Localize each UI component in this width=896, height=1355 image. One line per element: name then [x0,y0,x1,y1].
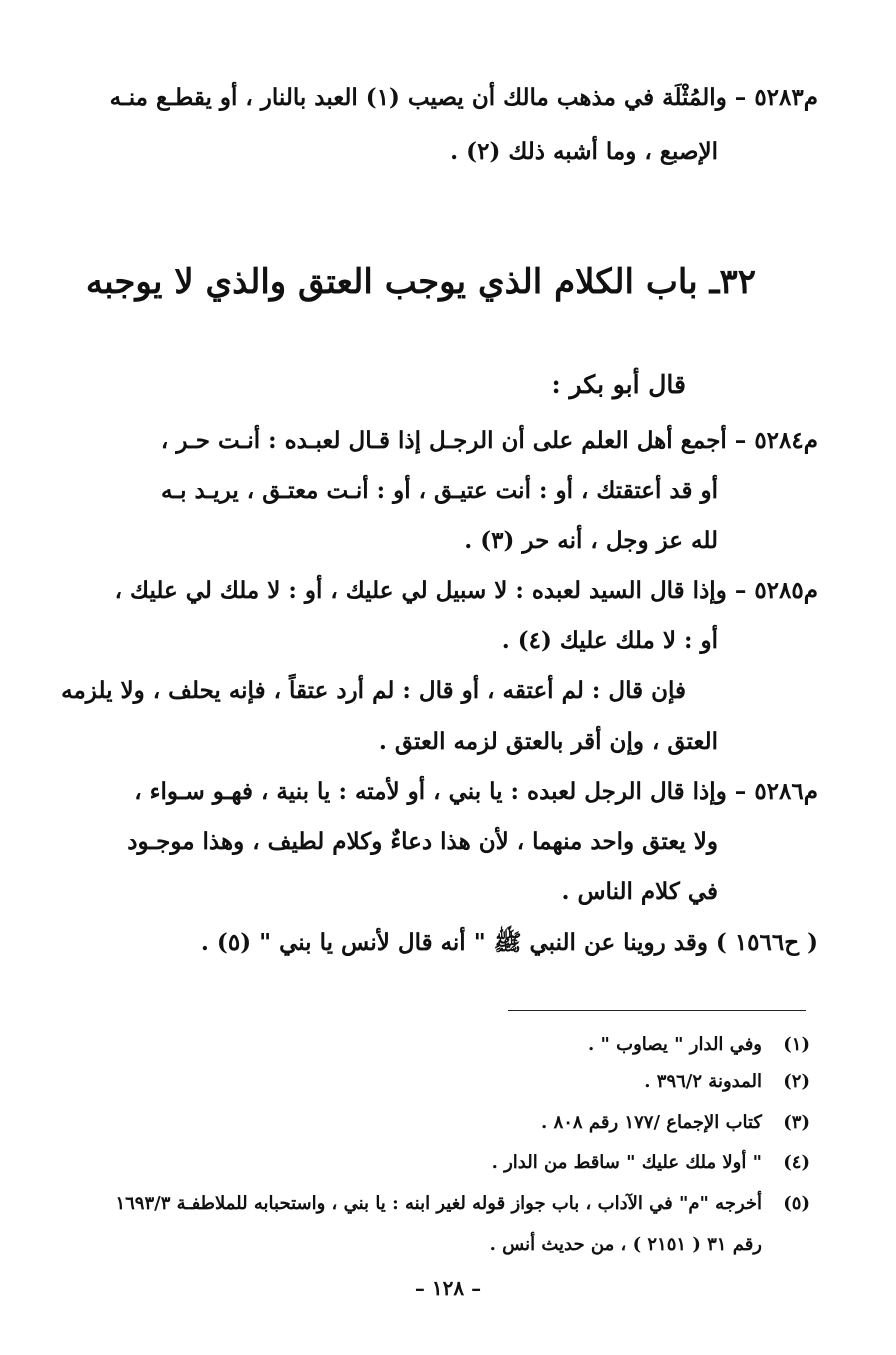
footnote-1 [588,1034,810,1055]
paragraph-5284-line-3: لله عز وجل ، أنه حر (٣) . [464,527,718,554]
footnote-5 [115,1193,810,1214]
footnote-text: " أولا ملك عليك " ساقط من الدار . [491,1152,762,1173]
hadith-1566: ( ح١٥٦٦ ) وقد روينا عن النبي ﷺ " أنه قال لأنس يا بني " (٥) . [200,929,818,956]
footnote-number: (١) [783,1034,810,1055]
footnote-text: المدونة ٣٩٦/٢ . [644,1071,762,1092]
paragraph-5286-line-3: في كلام الناس . [561,878,718,905]
footnote-text: كتاب الإجماع /١٧٧ رقم ٨٠٨ . [541,1112,762,1133]
paragraph-5285-line-2: أو : لا ملك عليك (٤) . [501,627,718,654]
footnote-number: (٥) [783,1193,810,1214]
paragraph-5283-line-1: م٥٢٨٣ – والمُثْلَة في مذهب مالك أن يصيب (١) العبد بالنار ، أو يقطـع منـه [109,84,818,111]
footnote-number: (٣) [783,1112,810,1133]
footnote-number: (٤) [783,1152,810,1173]
footnote-4 [492,1152,810,1173]
paragraph-5283-line-2: الإصبع ، وما أشبه ذلك (٢) . [450,138,718,165]
paragraph-5284-line-1: م٥٢٨٤ – أجمع أهل العلم على أن الرجـل إذا قـال لعبـده : أنـت حـر ، [160,427,818,454]
paragraph-continuation-line-1: فإن قال : لم أعتقه ، أو قال : لم أرد عتقاً ، فإنه يحلف ، ولا يلزمه [61,677,686,704]
footnote-number: (٢) [783,1071,810,1092]
footnote-2 [644,1071,810,1092]
chapter-heading: ٣٢ـ باب الكلام الذي يوجب العتق والذي لا يوجبه [85,262,756,302]
paragraph-5286-line-2: ولا يعتق واحد منهما ، لأن هذا دعاءٌ وكلام لطيف ، وهذا موجـود [127,828,718,855]
footnote-5-continuation: رقم ٣١ ( ٢١٥١ ) ، من حديث أنس . [489,1234,762,1255]
footnote-divider [508,1010,806,1011]
paragraph-5284-line-2: أو قد أعتقتك ، أو : أنت عتيـق ، أو : أنـت معتـق ، يريـد بـه [161,477,718,504]
paragraph-5285-line-1: م٥٢٨٥ – وإذا قال السيد لعبده : لا سبيل لي عليك ، أو : لا ملك لي عليك ، [114,577,818,604]
footnote-text: أخرجه "م" في الآداب ، باب جواز قوله لغير ابنه : يا بني ، واستحبابه للملاطفـة ١٦٩٣/٣ [115,1193,762,1214]
paragraph-5286-line-1: م٥٢٨٦ – وإذا قال الرجل لعبده : يا بني ، أو لأمته : يا بنية ، فهـو سـواء ، [134,778,818,805]
page-number: – ١٢٨ – [414,1276,482,1300]
footnote-text: وفي الدار " يصاوب " . [587,1034,762,1055]
paragraph-continuation-line-2: العتق ، وإن أقر بالعتق لزمه العتق . [378,728,718,755]
speaker-label: قال أبو بكر : [551,370,686,399]
footnote-3 [541,1112,810,1133]
